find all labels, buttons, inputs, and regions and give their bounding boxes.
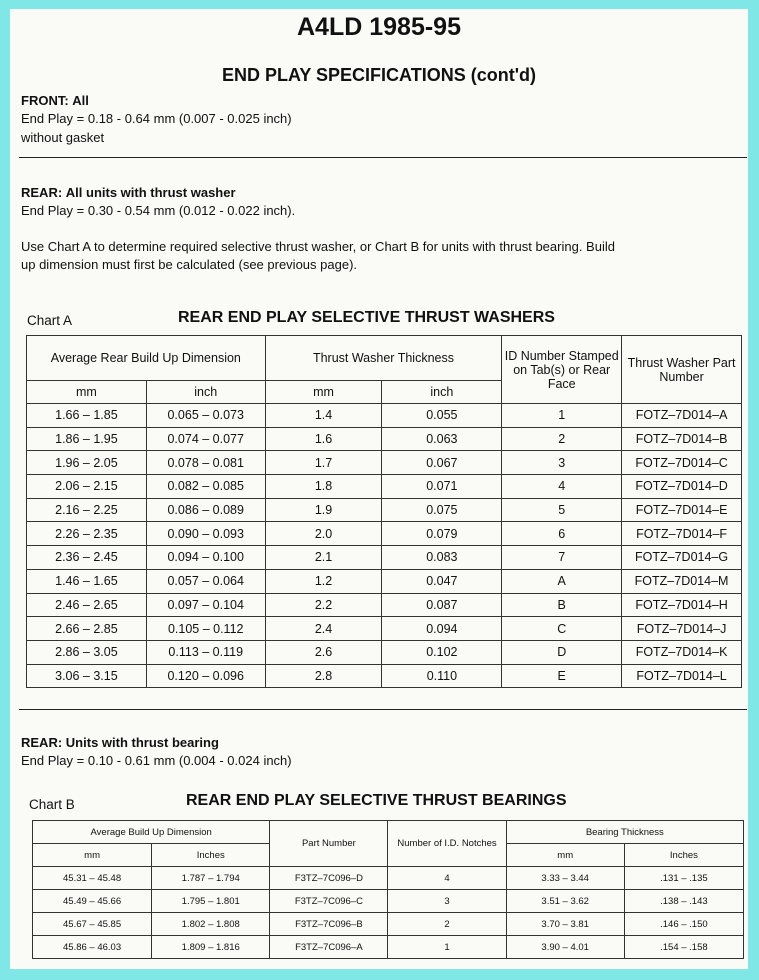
chart-a-header-build: Average Rear Build Up Dimension <box>27 336 266 381</box>
table-cell: 45.49 – 45.66 <box>33 890 152 913</box>
table-cell: 2.36 – 2.45 <box>27 546 147 570</box>
table-cell: 0.113 – 0.119 <box>146 640 265 664</box>
table-cell: 1.8 <box>265 475 382 499</box>
table-cell: 2.46 – 2.65 <box>27 593 147 617</box>
front-label: FRONT: <box>21 93 69 108</box>
rear-washer-units: All units with thrust washer <box>65 185 236 200</box>
table-cell: 2.66 – 2.85 <box>27 617 147 641</box>
table-cell: 0.055 <box>382 404 502 428</box>
table-cell: 1.787 – 1.794 <box>152 867 270 890</box>
table-cell: FOTZ–7D014–H <box>622 593 742 617</box>
table-row <box>27 522 742 546</box>
chart-a-header-id: ID Number Stamped on Tab(s) or Rear Face <box>502 336 622 404</box>
table-cell: 0.097 – 0.104 <box>146 593 265 617</box>
table-cell: 45.86 – 46.03 <box>33 936 152 959</box>
table-cell: 0.086 – 0.089 <box>146 498 265 522</box>
table-cell: 2.86 – 3.05 <box>27 640 147 664</box>
table-cell: 0.074 – 0.077 <box>146 427 265 451</box>
table-cell: 0.102 <box>382 640 502 664</box>
table-row <box>27 404 742 428</box>
chart-b-header-build: Average Build Up Dimension <box>33 821 270 844</box>
table-cell: .131 – .135 <box>624 867 743 890</box>
table-cell: FOTZ–7D014–D <box>622 475 742 499</box>
table-cell: FOTZ–7D014–B <box>622 427 742 451</box>
table-cell: 0.078 – 0.081 <box>146 451 265 475</box>
chart-b-table <box>32 820 744 959</box>
table-cell: FOTZ–7D014–K <box>622 640 742 664</box>
front-heading <box>21 92 89 110</box>
table-cell: 2.2 <box>265 593 382 617</box>
table-cell: .154 – .158 <box>624 936 743 959</box>
table-cell: 4 <box>388 867 506 890</box>
table-row <box>27 569 742 593</box>
table-cell: FOTZ–7D014–E <box>622 498 742 522</box>
table-cell: FOTZ–7D014–M <box>622 569 742 593</box>
rear-bearing-heading <box>21 734 219 752</box>
table-cell: 0.071 <box>382 475 502 499</box>
table-cell: 2.4 <box>265 617 382 641</box>
table-row <box>33 936 744 959</box>
chart-a-header-inch: inch <box>146 381 265 404</box>
table-row <box>27 664 742 688</box>
table-cell: 3.06 – 3.15 <box>27 664 147 688</box>
table-cell: 3.70 – 3.81 <box>506 913 624 936</box>
table-cell: 0.120 – 0.096 <box>146 664 265 688</box>
table-row <box>27 546 742 570</box>
table-cell: 45.67 – 45.85 <box>33 913 152 936</box>
table-cell: 5 <box>502 498 622 522</box>
chart-a-body <box>27 404 742 688</box>
table-cell: 1.802 – 1.808 <box>152 913 270 936</box>
rear-washer-label: REAR: <box>21 185 63 200</box>
table-row <box>27 475 742 499</box>
chart-b-header-part: Part Number <box>270 821 388 867</box>
table-cell: .138 – .143 <box>624 890 743 913</box>
table-cell: 2.26 – 2.35 <box>27 522 147 546</box>
table-cell: B <box>502 593 622 617</box>
chart-a-header-mm: mm <box>27 381 147 404</box>
table-cell: .146 – .150 <box>624 913 743 936</box>
document-page <box>10 9 748 969</box>
table-cell: 7 <box>502 546 622 570</box>
front-note: without gasket <box>21 130 105 145</box>
table-cell: C <box>502 617 622 641</box>
table-cell: 0.079 <box>382 522 502 546</box>
table-row <box>27 640 742 664</box>
table-cell: 0.082 – 0.085 <box>146 475 265 499</box>
table-cell: 0.047 <box>382 569 502 593</box>
table-cell: 1.86 – 1.95 <box>27 427 147 451</box>
chart-b-body <box>33 867 744 959</box>
chart-a-header-part: Thrust Washer Part Number <box>622 336 742 404</box>
table-cell: 3.51 – 3.62 <box>506 890 624 913</box>
table-cell: F3TZ–7C096–B <box>270 913 388 936</box>
chart-b-header-thickness: Bearing Thickness <box>506 821 743 844</box>
table-cell: 1 <box>502 404 622 428</box>
table-row <box>27 427 742 451</box>
table-cell: 1.795 – 1.801 <box>152 890 270 913</box>
table-cell: D <box>502 640 622 664</box>
table-cell: 2.8 <box>265 664 382 688</box>
table-cell: 1.4 <box>265 404 382 428</box>
table-cell: 3.90 – 4.01 <box>506 936 624 959</box>
table-cell: 3 <box>388 890 506 913</box>
table-cell: 1.809 – 1.816 <box>152 936 270 959</box>
table-row <box>27 593 742 617</box>
table-row <box>27 498 742 522</box>
table-cell: 0.094 <box>382 617 502 641</box>
table-cell: 2.0 <box>265 522 382 546</box>
table-row <box>33 913 744 936</box>
table-cell: 0.075 <box>382 498 502 522</box>
table-cell: 2.1 <box>265 546 382 570</box>
table-cell: FOTZ–7D014–J <box>622 617 742 641</box>
table-cell: F3TZ–7C096–C <box>270 890 388 913</box>
table-cell: 0.063 <box>382 427 502 451</box>
rear-bearing-end-play: End Play = 0.10 - 0.61 mm (0.004 - 0.024 inch) <box>21 753 292 768</box>
chart-a-header-inch-2: inch <box>382 381 502 404</box>
table-cell: 1 <box>388 936 506 959</box>
rear-washer-note-2: up dimension must first be calculated (see previous page). <box>21 257 358 272</box>
table-cell: 1.9 <box>265 498 382 522</box>
table-cell: 0.105 – 0.112 <box>146 617 265 641</box>
table-cell: 0.067 <box>382 451 502 475</box>
chart-b-title: REAR END PLAY SELECTIVE THRUST BEARINGS <box>186 792 567 809</box>
divider <box>19 157 747 158</box>
table-cell: 0.090 – 0.093 <box>146 522 265 546</box>
chart-b-header-mm: mm <box>33 844 152 867</box>
chart-a-header-thickness: Thrust Washer Thickness <box>265 336 502 381</box>
chart-a-header-mm-2: mm <box>265 381 382 404</box>
chart-b-header-mm-2: mm <box>506 844 624 867</box>
page-title: A4LD 1985-95 <box>297 13 461 41</box>
table-cell: 1.66 – 1.85 <box>27 404 147 428</box>
table-row <box>27 451 742 475</box>
chart-a-table <box>26 335 742 688</box>
table-cell: FOTZ–7D014–L <box>622 664 742 688</box>
table-cell: 2 <box>502 427 622 451</box>
rear-washer-note-1: Use Chart A to determine required selective thrust washer, or Chart B for units with thrust bearing. Build <box>21 239 615 254</box>
table-cell: F3TZ–7C096–A <box>270 936 388 959</box>
table-cell: 1.7 <box>265 451 382 475</box>
rear-washer-heading <box>21 184 236 202</box>
table-cell: A <box>502 569 622 593</box>
table-cell: 3 <box>502 451 622 475</box>
table-cell: 0.087 <box>382 593 502 617</box>
chart-a-title: REAR END PLAY SELECTIVE THRUST WASHERS <box>178 309 555 326</box>
table-row <box>33 890 744 913</box>
chart-b-header-inches-2: Inches <box>624 844 743 867</box>
table-cell: FOTZ–7D014–A <box>622 404 742 428</box>
front-units: All <box>72 93 89 108</box>
table-cell: F3TZ–7C096–D <box>270 867 388 890</box>
table-cell: 0.083 <box>382 546 502 570</box>
table-cell: 4 <box>502 475 622 499</box>
table-cell: 2.6 <box>265 640 382 664</box>
rear-washer-end-play: End Play = 0.30 - 0.54 mm (0.012 - 0.022 inch). <box>21 203 296 218</box>
table-cell: 0.057 – 0.064 <box>146 569 265 593</box>
chart-b-header-notches: Number of I.D. Notches <box>388 821 506 867</box>
table-cell: 6 <box>502 522 622 546</box>
table-cell: 0.110 <box>382 664 502 688</box>
table-cell: 2.16 – 2.25 <box>27 498 147 522</box>
table-row <box>33 867 744 890</box>
table-cell: 0.065 – 0.073 <box>146 404 265 428</box>
chart-a-label: Chart A <box>27 313 73 328</box>
table-cell: 2.06 – 2.15 <box>27 475 147 499</box>
table-cell: 1.6 <box>265 427 382 451</box>
chart-b-header-inches: Inches <box>152 844 270 867</box>
table-cell: 0.094 – 0.100 <box>146 546 265 570</box>
front-end-play: End Play = 0.18 - 0.64 mm (0.007 - 0.025 inch) <box>21 111 292 126</box>
rear-bearing-units: Units with thrust bearing <box>65 735 219 750</box>
page-subtitle: END PLAY SPECIFICATIONS (cont'd) <box>222 65 536 85</box>
rear-bearing-label: REAR: <box>21 735 63 750</box>
table-cell: FOTZ–7D014–F <box>622 522 742 546</box>
table-cell: FOTZ–7D014–C <box>622 451 742 475</box>
chart-b-label: Chart B <box>29 797 75 812</box>
divider <box>19 709 747 710</box>
table-cell: 1.2 <box>265 569 382 593</box>
table-cell: E <box>502 664 622 688</box>
table-cell: 45.31 – 45.48 <box>33 867 152 890</box>
table-cell: FOTZ–7D014–G <box>622 546 742 570</box>
table-cell: 1.96 – 2.05 <box>27 451 147 475</box>
table-cell: 2 <box>388 913 506 936</box>
table-cell: 1.46 – 1.65 <box>27 569 147 593</box>
table-cell: 3.33 – 3.44 <box>506 867 624 890</box>
table-row <box>27 617 742 641</box>
